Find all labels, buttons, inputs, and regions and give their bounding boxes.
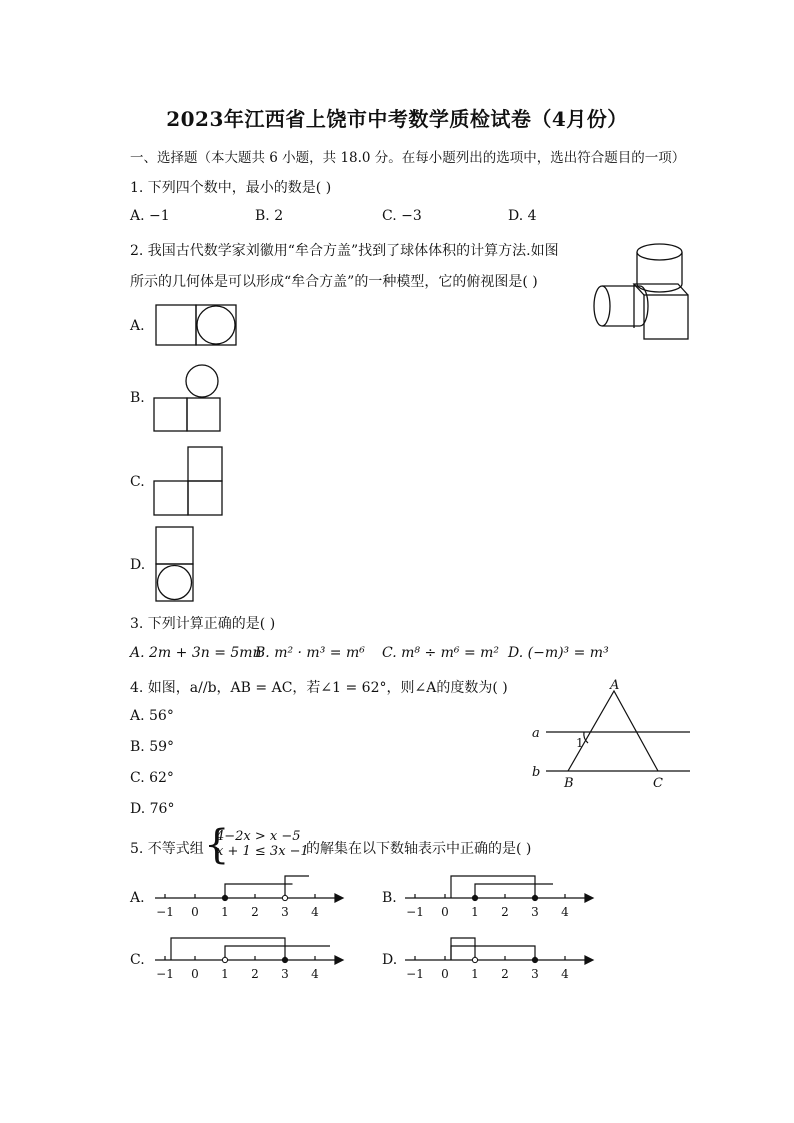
q1-stem: 1. 下列四个数中，最小的数是( ) (130, 180, 332, 196)
tick-label: 4 (311, 905, 319, 919)
tick-label: 1 (221, 967, 229, 981)
solution-bracket (475, 884, 553, 898)
q4-label-C: C (653, 776, 663, 791)
q5-number-line-d (400, 932, 600, 984)
tick-label: 2 (501, 905, 509, 919)
q5-stem-prefix: 5. 不等式组 (130, 841, 204, 857)
q5-option-d[interactable]: D. (382, 952, 398, 968)
q5-brace: { (204, 822, 230, 868)
q3-option-b[interactable]: B. m² · m³ = m⁶ (255, 645, 365, 661)
open-endpoint (472, 957, 477, 962)
tick-label: 3 (281, 905, 289, 919)
q1-option-b[interactable]: B. 2 (255, 208, 284, 224)
q4-label-a: a (532, 726, 540, 741)
solution-bracket (225, 884, 293, 898)
solution-bracket (285, 876, 309, 898)
q5-option-b[interactable]: B. (382, 890, 397, 906)
q1-option-a[interactable]: A. −1 (130, 208, 170, 224)
q2-option-d-figure (155, 526, 195, 602)
q2-option-b[interactable]: B. (130, 390, 145, 406)
solution-bracket (171, 938, 285, 960)
section-heading: 一、选择题（本大题共 6 小题，共 18.0 分。在每小题列出的选项中，选出符合题目的一项） (130, 150, 686, 166)
tick-label: 2 (501, 967, 509, 981)
tick-label: 4 (561, 967, 569, 981)
q4-angle-1-label: 1 (576, 736, 584, 750)
q2-option-c[interactable]: C. (130, 474, 145, 490)
solution-bracket (225, 946, 330, 960)
tick-label: 0 (191, 967, 199, 981)
closed-endpoint (222, 895, 227, 900)
q2-stem-line2: 所示的几何体是可以形成“牟合方盖”的一种模型，它的俯视图是( ) (130, 274, 538, 290)
q4-option-c[interactable]: C. 62° (130, 770, 174, 786)
tick-label: 2 (251, 905, 259, 919)
q2-option-a[interactable]: A. (130, 318, 145, 334)
q3-option-c[interactable]: C. m⁸ ÷ m⁶ = m² (382, 645, 500, 661)
tick-label: −1 (406, 967, 424, 981)
closed-endpoint (282, 957, 287, 962)
tick-label: 0 (191, 905, 199, 919)
q4-label-b: b (532, 765, 541, 780)
tick-label: −1 (156, 905, 174, 919)
closed-endpoint (532, 895, 537, 900)
q3-stem: 3. 下列计算正确的是( ) (130, 616, 276, 632)
q5-option-a[interactable]: A. (130, 890, 145, 906)
q3-option-d[interactable]: D. (−m)³ = m³ (508, 645, 609, 661)
tick-label: 1 (221, 905, 229, 919)
q4-option-b[interactable]: B. 59° (130, 739, 175, 755)
q5-inequality-1: 4−2x > x −5 (216, 829, 301, 844)
closed-endpoint (472, 895, 477, 900)
tick-label: 1 (471, 905, 479, 919)
q5-option-c[interactable]: C. (130, 952, 145, 968)
open-endpoint (282, 895, 287, 900)
q5-inequality-2: x + 1 ≤ 3x −1 (216, 844, 309, 859)
tick-label: 4 (561, 905, 569, 919)
tick-label: 3 (531, 905, 539, 919)
q4-triangle-figure (528, 675, 693, 793)
closed-endpoint (532, 957, 537, 962)
tick-label: −1 (156, 967, 174, 981)
q2-option-d[interactable]: D. (130, 557, 146, 573)
q4-label-A: A (610, 678, 620, 693)
q2-stem-line1: 2. 我国古代数学家刘徽用“牟合方盖”找到了球体体积的计算方法.如图 (130, 243, 559, 259)
solution-bracket (451, 876, 535, 898)
solution-bracket (451, 946, 535, 960)
tick-label: −1 (406, 905, 424, 919)
solution-bracket (451, 938, 475, 960)
q2-option-a-figure (155, 304, 237, 346)
q4-stem: 4. 如图，a//b，AB = AC，若∠1 = 62°，则∠A的度数为( ) (130, 680, 508, 696)
tick-label: 1 (471, 967, 479, 981)
paper-title: 2023年江西省上饶市中考数学质检试卷（4月份） (166, 107, 628, 131)
tick-label: 3 (281, 967, 289, 981)
q5-stem-suffix: 的解集在以下数轴表示中正确的是( ) (306, 841, 532, 857)
tick-label: 4 (311, 967, 319, 981)
q5-number-line-b (400, 870, 600, 922)
q2-solid-figure (590, 240, 695, 345)
q4-option-a[interactable]: A. 56° (130, 708, 174, 724)
q2-option-b-figure (153, 364, 221, 432)
q3-option-a[interactable]: A. 2m + 3n = 5mn (130, 645, 262, 661)
q4-option-d[interactable]: D. 76° (130, 801, 175, 817)
q4-label-B: B (564, 776, 574, 791)
q1-option-c[interactable]: C. −3 (382, 208, 422, 224)
tick-label: 0 (441, 905, 449, 919)
q2-option-c-figure (153, 446, 223, 516)
tick-label: 3 (531, 967, 539, 981)
q5-number-line-a (150, 870, 350, 922)
open-endpoint (222, 957, 227, 962)
tick-label: 0 (441, 967, 449, 981)
q1-option-d[interactable]: D. 4 (508, 208, 537, 224)
tick-label: 2 (251, 967, 259, 981)
q5-number-line-c (150, 932, 350, 984)
